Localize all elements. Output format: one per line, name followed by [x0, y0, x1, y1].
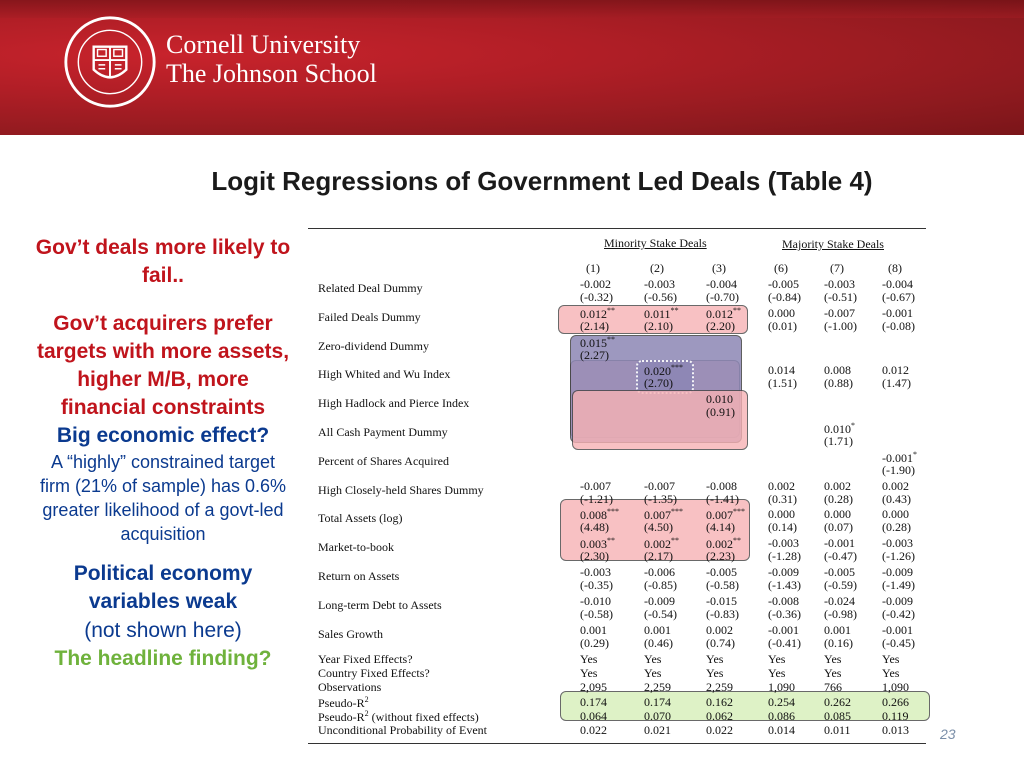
coef-cell: 0.001	[824, 622, 851, 637]
significance-stars: **	[607, 334, 615, 344]
tstat-cell: (1.47)	[882, 376, 911, 391]
significance-stars: ***	[671, 507, 683, 517]
tstat-cell: (0.88)	[824, 376, 853, 391]
row-label: All Cash Payment Dummy	[318, 425, 448, 439]
coef-cell: 0.020***	[644, 363, 683, 379]
coef-cell: 0.001	[580, 622, 607, 637]
tstat-cell: (-0.84)	[768, 290, 801, 304]
significance-stars: ***	[671, 363, 683, 373]
coef-cell: -0.003	[644, 277, 675, 291]
table-top-rule	[308, 228, 926, 229]
row-label: Market-to-book	[318, 540, 394, 555]
footer-value: Yes	[824, 652, 842, 666]
school-name: The Johnson School	[166, 59, 377, 88]
tstat-cell: (-1.00)	[824, 318, 857, 333]
tstat-cell: (2.10)	[644, 318, 673, 333]
footer-value: Yes	[706, 666, 724, 681]
tstat-cell: (-0.32)	[580, 290, 613, 304]
row-label: Return on Assets	[318, 569, 400, 583]
footer-label: Year Fixed Effects?	[318, 652, 413, 666]
tstat-cell: (-1.90)	[882, 462, 915, 477]
footer-label: Observations	[318, 680, 382, 695]
column-header: (3)	[712, 261, 726, 275]
coef-cell: -0.005	[706, 565, 737, 579]
significance-stars: **	[671, 536, 679, 546]
label-tail: (without fixed effects)	[368, 709, 479, 724]
footer-value: 0.014	[768, 723, 795, 737]
footer-value: 0.064	[580, 708, 607, 723]
footer-value: Yes	[644, 666, 662, 681]
coef-cell: 0.011**	[644, 305, 679, 321]
sidebar-notes	[34, 234, 292, 673]
coef-cell: -0.001	[882, 622, 913, 637]
row-label: Failed Deals Dummy	[318, 309, 421, 324]
row-label: Sales Growth	[318, 626, 383, 641]
superscript: 2	[364, 694, 369, 704]
row-label: Percent of Shares Acquired	[318, 453, 449, 468]
footer-value: Yes	[768, 652, 786, 666]
note-headline-finding: The headline finding?	[54, 647, 272, 670]
tstat-cell: (-0.58)	[580, 606, 613, 621]
footer-value: 0.062	[706, 708, 733, 723]
significance-stars: **	[607, 305, 615, 315]
footer-value: 2,259	[644, 680, 671, 695]
tstat-cell: (-0.58)	[706, 578, 739, 592]
footer-value: Yes	[882, 652, 900, 666]
superscript: 2	[364, 708, 369, 718]
coef-cell: 0.002	[882, 478, 909, 493]
note-constrained-target: A “highly” constrained target firm (21% of sample) has 0.6% greater likelihood of a govt-led acquisition	[39, 452, 287, 544]
tstat-cell: (-0.51)	[824, 290, 857, 304]
tstat-cell: (-0.83)	[706, 606, 739, 621]
significance-stars: **	[733, 305, 741, 315]
table-bottom-rule	[308, 743, 926, 744]
tstat-cell: (4.48)	[580, 520, 609, 535]
coef-cell: 0.000	[824, 507, 851, 522]
coef-cell: 0.000	[768, 305, 795, 320]
footer-value: 0.174	[644, 694, 671, 709]
footer-value: Yes	[580, 666, 598, 681]
coef-cell: 0.010*	[824, 421, 855, 436]
row-label: Zero-dividend Dummy	[318, 338, 429, 353]
coef-cell: -0.010	[580, 593, 611, 608]
tstat-cell: (0.31)	[768, 491, 797, 506]
coef-cell: -0.007	[824, 305, 855, 320]
significance-stars: **	[733, 536, 741, 546]
footer-label: Country Fixed Effects?	[318, 666, 430, 681]
tstat-cell: (0.91)	[706, 405, 735, 420]
coef-cell: -0.009	[882, 565, 913, 579]
note-political-economy: Political economy variables weak	[73, 562, 253, 613]
tstat-cell: (-0.67)	[882, 290, 915, 304]
tstat-cell: (-1.28)	[768, 549, 801, 564]
coef-cell: -0.024	[824, 593, 855, 608]
regression-table	[308, 222, 926, 744]
coef-cell: -0.001	[824, 536, 855, 551]
coef-cell: -0.009	[644, 593, 675, 608]
footer-value: 0.022	[706, 723, 733, 737]
tstat-cell: (0.14)	[768, 520, 797, 535]
coef-cell: 0.000	[882, 507, 909, 522]
footer-label: Unconditional Probability of Event	[318, 723, 487, 737]
coef-cell: -0.005	[768, 277, 799, 291]
coef-cell: 0.015**	[580, 334, 615, 350]
coef-cell: -0.003	[580, 565, 611, 579]
cornell-seal-logo	[62, 14, 158, 110]
tstat-cell: (-1.41)	[706, 491, 739, 506]
footer-value: 0.162	[706, 694, 733, 709]
tstat-cell: (-1.49)	[882, 578, 915, 592]
row-label: High Whited and Wu Index	[318, 367, 451, 382]
significance-stars: *	[913, 449, 917, 459]
footer-value: 1,090	[882, 680, 909, 695]
coef-cell: 0.007***	[706, 507, 745, 523]
tstat-cell: (-0.35)	[580, 578, 613, 592]
coef-cell: -0.005	[824, 565, 855, 579]
coef-cell: -0.003	[768, 536, 799, 551]
coef-cell: -0.004	[882, 277, 913, 291]
footer-value: 0.085	[824, 708, 851, 723]
coef-cell: 0.014	[768, 363, 795, 378]
coef-cell: -0.009	[768, 565, 799, 579]
tstat-cell: (0.16)	[824, 635, 853, 650]
coef-cell: -0.007	[580, 478, 611, 493]
note-not-shown: (not shown here)	[84, 619, 242, 642]
significance-stars: **	[670, 305, 679, 315]
coef-cell: 0.002**	[644, 536, 679, 552]
column-header: (8)	[888, 261, 902, 275]
coef-cell: 0.008	[824, 363, 851, 378]
column-header: (1)	[586, 261, 600, 275]
tstat-cell: (0.29)	[580, 635, 609, 650]
coef-cell: 0.002	[824, 478, 851, 493]
coef-cell: -0.001	[768, 622, 799, 637]
footer-value: 0.013	[882, 723, 909, 737]
row-label: High Hadlock and Pierce Index	[318, 396, 470, 411]
coef-cell: 0.003**	[580, 536, 615, 552]
footer-value: 0.070	[644, 708, 671, 723]
tstat-cell: (0.46)	[644, 635, 673, 650]
tstat-cell: (-0.41)	[768, 635, 801, 650]
footer-value: 0.266	[882, 694, 909, 709]
tstat-cell: (2.70)	[644, 376, 673, 391]
note-failed-deals: Gov’t deals more likely to fail..	[35, 236, 291, 287]
tstat-cell: (-0.42)	[882, 606, 915, 621]
coef-cell: -0.001*	[882, 449, 917, 465]
page-number: 23	[940, 726, 956, 742]
tstat-cell: (-1.35)	[644, 491, 677, 506]
footer-value: Yes	[706, 652, 724, 666]
coef-cell: 0.001	[644, 622, 671, 637]
footer-value: Yes	[644, 652, 662, 666]
group-majority: Majority Stake Deals	[782, 237, 884, 251]
row-label: Long-term Debt to Assets	[318, 597, 442, 612]
tstat-cell: (-1.26)	[882, 549, 915, 564]
footer-value: 0.174	[580, 694, 607, 709]
tstat-cell: (4.50)	[644, 520, 673, 535]
coef-cell: -0.001	[882, 305, 913, 320]
footer-value: 766	[824, 680, 842, 695]
row-label: High Closely-held Shares Dummy	[318, 482, 484, 497]
coef-cell: 0.008***	[580, 507, 619, 523]
coef-cell: 0.012**	[706, 305, 741, 321]
coef-cell: -0.003	[824, 277, 855, 291]
footer-label: Pseudo-$R^2$ (without fixed effects)	[318, 708, 479, 724]
tstat-cell: (0.28)	[882, 520, 911, 535]
coef-cell: 0.002	[706, 622, 733, 637]
footer-label: Pseudo-$R^2$	[318, 694, 369, 710]
footer-value: 2,095	[580, 680, 607, 695]
coef-cell: 0.012	[882, 363, 909, 378]
note-acquirer-preferences: Gov’t acquirers prefer targets with more assets, higher M/B, more financial constraints	[36, 312, 290, 419]
tstat-cell: (4.14)	[706, 520, 735, 535]
coef-cell: 0.010	[706, 392, 733, 407]
footer-value: 1,090	[768, 680, 795, 695]
footer-value: 0.262	[824, 694, 851, 709]
footer-value: 0.022	[580, 723, 607, 737]
footer-value: 0.021	[644, 723, 671, 737]
coef-cell: 0.007***	[644, 507, 683, 523]
footer-value: Yes	[882, 666, 900, 681]
significance-stars: ***	[607, 507, 619, 517]
header-banner	[0, 0, 1024, 135]
coef-cell: -0.007	[644, 478, 675, 493]
coef-cell: 0.000	[768, 507, 795, 522]
coef-cell: -0.002	[580, 277, 611, 291]
coef-cell: 0.012**	[580, 305, 615, 321]
tstat-cell: (-0.59)	[824, 578, 857, 592]
column-header: (6)	[774, 261, 788, 275]
tstat-cell: (1.71)	[824, 434, 853, 448]
tstat-cell: (0.43)	[882, 491, 911, 506]
university-name: Cornell University	[166, 30, 361, 59]
column-header: (7)	[830, 261, 844, 275]
tstat-cell: (2.30)	[580, 549, 609, 564]
tstat-cell: (2.27)	[580, 347, 609, 362]
slide-title: Logit Regressions of Government Led Deals (Table 4)	[211, 166, 873, 196]
footer-value: 2,259	[706, 680, 733, 695]
tstat-cell: (-0.08)	[882, 318, 915, 333]
footer-value: 0.086	[768, 708, 795, 723]
footer-value: 0.119	[882, 708, 909, 723]
tstat-cell: (-0.45)	[882, 635, 915, 650]
tstat-cell: (0.07)	[824, 520, 853, 535]
significance-stars: *	[851, 421, 855, 430]
tstat-cell: (0.01)	[768, 318, 797, 333]
tstat-cell: (0.28)	[824, 491, 853, 506]
coef-cell: -0.008	[768, 593, 799, 608]
footer-value: 0.254	[768, 694, 795, 709]
footer-value: Yes	[580, 652, 598, 666]
tstat-cell: (-0.54)	[644, 606, 677, 621]
footer-value: 0.011	[824, 723, 851, 737]
coef-cell: 0.002**	[706, 536, 741, 552]
tstat-cell: (2.20)	[706, 318, 735, 333]
coef-cell: -0.003	[882, 536, 913, 551]
note-economic-effect: Big economic effect?	[56, 424, 270, 447]
tstat-cell: (2.17)	[644, 549, 673, 564]
tstat-cell: (-0.36)	[768, 606, 801, 621]
coef-cell: -0.008	[706, 478, 737, 493]
tstat-cell: (-0.98)	[824, 606, 857, 621]
coef-cell: -0.015	[706, 593, 737, 608]
tstat-cell: (-1.43)	[768, 578, 801, 592]
university-logo-text	[166, 30, 377, 88]
coef-cell: 0.002	[768, 478, 795, 493]
tstat-cell: (-1.21)	[580, 491, 613, 506]
tstat-cell: (-0.70)	[706, 290, 739, 304]
tstat-cell: (-0.56)	[644, 290, 677, 304]
pseudo-r2-highlight	[560, 691, 930, 721]
row-label: Total Assets (log)	[318, 511, 403, 526]
tstat-cell: (2.23)	[706, 549, 735, 564]
significance-stars: **	[607, 536, 615, 546]
column-header: (2)	[650, 261, 664, 275]
row-label: Related Deal Dummy	[318, 281, 423, 295]
footer-value: Yes	[824, 666, 842, 681]
footer-value: Yes	[768, 666, 786, 681]
coef-cell: -0.009	[882, 593, 913, 608]
tstat-cell: (2.14)	[580, 318, 609, 333]
group-minority: Minority Stake Deals	[604, 236, 707, 250]
significance-stars: ***	[733, 507, 745, 517]
tstat-cell: (1.51)	[768, 376, 797, 391]
tstat-cell: (0.74)	[706, 635, 735, 650]
coef-cell: -0.006	[644, 565, 675, 579]
coef-cell: -0.004	[706, 277, 737, 291]
tstat-cell: (-0.47)	[824, 549, 857, 564]
tstat-cell: (-0.85)	[644, 578, 677, 592]
